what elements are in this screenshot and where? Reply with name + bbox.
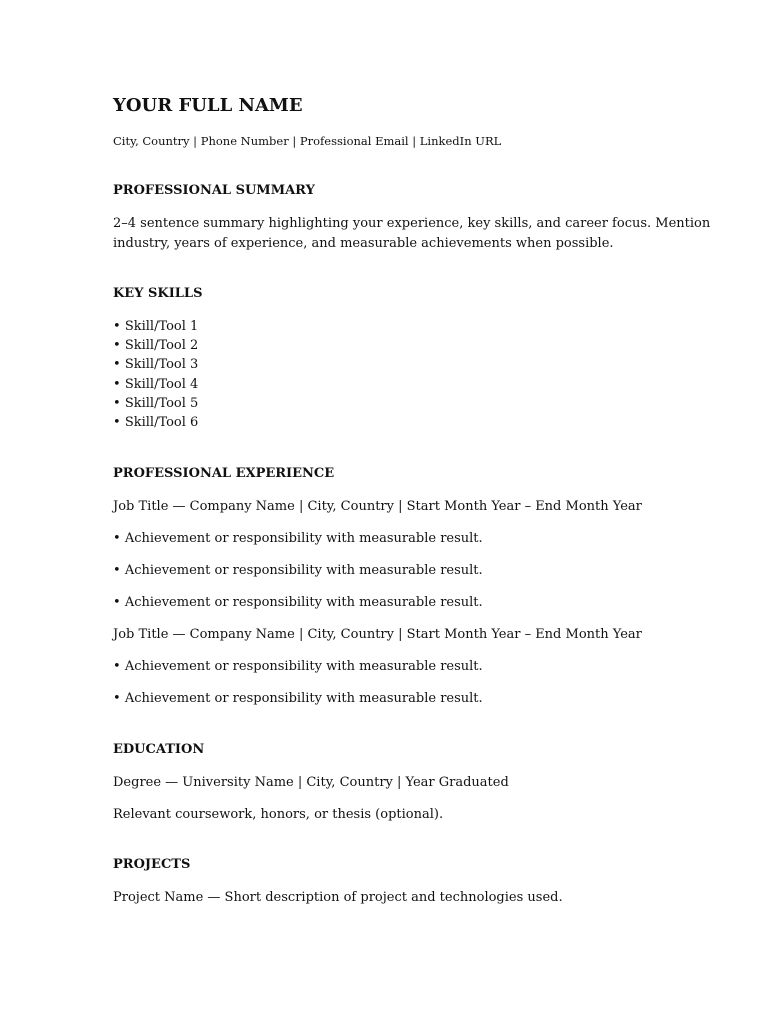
- resume-name: YOUR FULL NAME: [113, 95, 303, 116]
- skill-item: • Skill/Tool 4: [113, 375, 198, 395]
- education-heading: EDUCATION: [113, 742, 205, 757]
- degree-line: Degree — University Name | City, Country | Year Graduated: [113, 775, 509, 790]
- job-title-line: Job Title — Company Name | City, Country | Start Month Year – End Month Year: [113, 627, 642, 642]
- skills-heading: KEY SKILLS: [113, 286, 203, 301]
- job-achievement: • Achievement or responsibility with measurable result.: [113, 657, 483, 677]
- summary-text-line-2: industry, years of experience, and measurable achievements when possible.: [113, 236, 614, 251]
- skill-item: • Skill/Tool 2: [113, 336, 198, 356]
- education-details: Relevant coursework, honors, or thesis (optional).: [113, 807, 444, 822]
- job-achievement: • Achievement or responsibility with measurable result.: [113, 689, 483, 709]
- projects-heading: PROJECTS: [113, 857, 191, 872]
- job-achievement: • Achievement or responsibility with measurable result.: [113, 529, 483, 549]
- contact-line: City, Country | Phone Number | Professional Email | LinkedIn URL: [113, 134, 502, 148]
- experience-heading: PROFESSIONAL EXPERIENCE: [113, 466, 335, 481]
- skill-item: • Skill/Tool 1: [113, 317, 198, 337]
- skill-item: • Skill/Tool 6: [113, 413, 198, 433]
- skill-item: • Skill/Tool 5: [113, 394, 198, 414]
- project-line: Project Name — Short description of project and technologies used.: [113, 890, 563, 905]
- job-title-line: Job Title — Company Name | City, Country | Start Month Year – End Month Year: [113, 499, 642, 514]
- job-achievement: • Achievement or responsibility with measurable result.: [113, 561, 483, 581]
- summary-heading: PROFESSIONAL SUMMARY: [113, 183, 315, 198]
- job-achievement: • Achievement or responsibility with measurable result.: [113, 593, 483, 613]
- skill-item: • Skill/Tool 3: [113, 355, 198, 375]
- summary-text-line-1: 2–4 sentence summary highlighting your experience, key skills, and career focus. Mention: [113, 216, 711, 231]
